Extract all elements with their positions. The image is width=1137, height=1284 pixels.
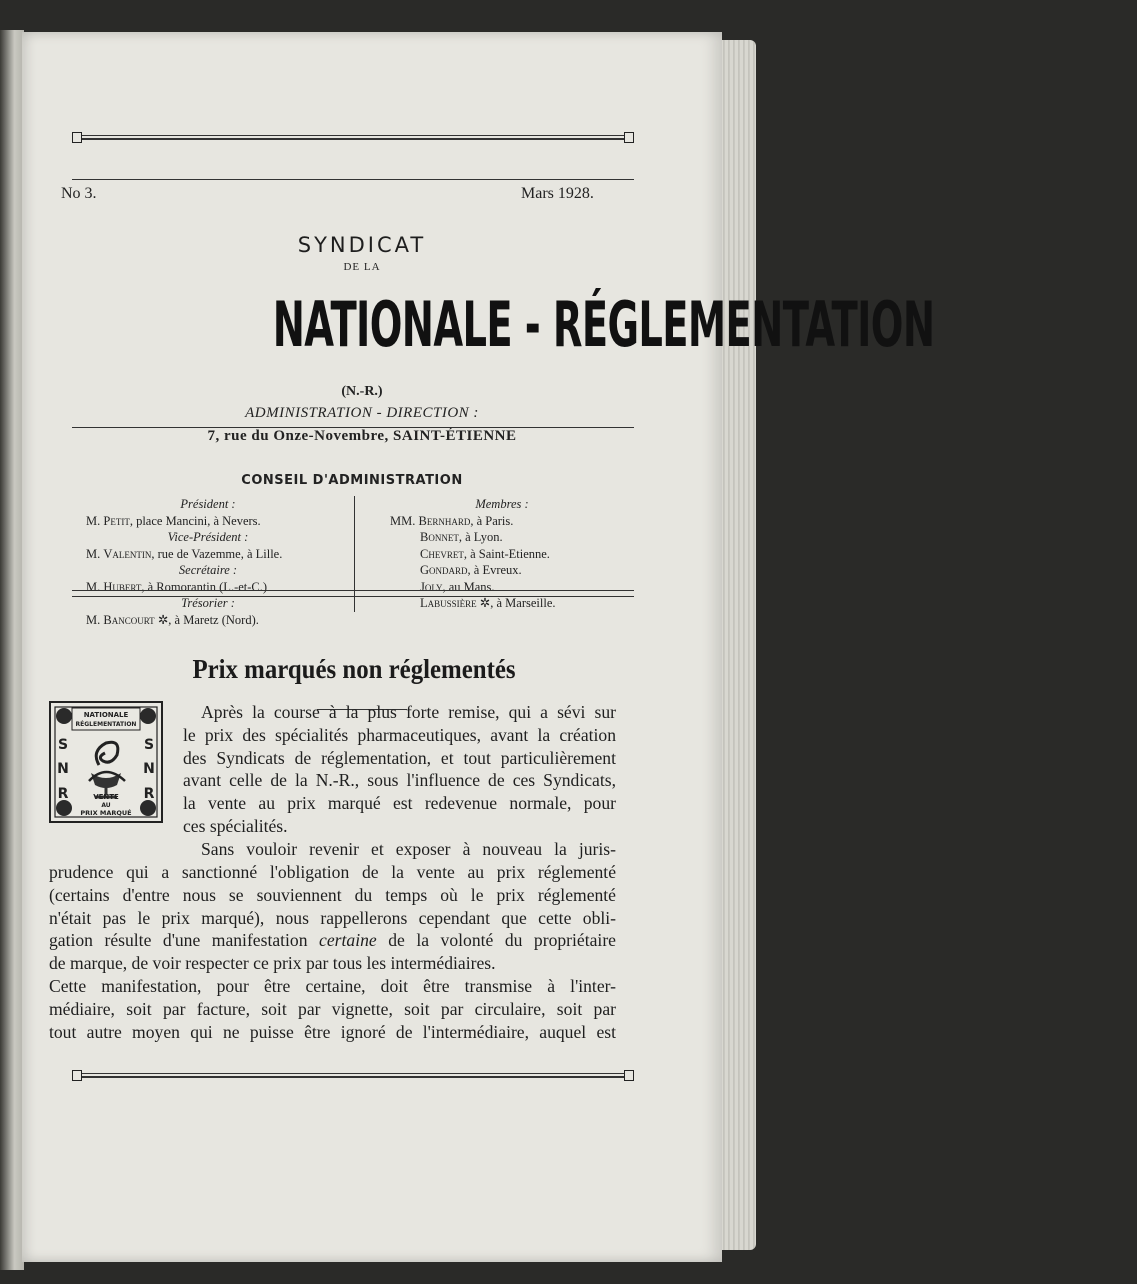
member-entry: Chevret, à Saint-Etienne. — [420, 546, 550, 561]
member-entry: Gondard, à Evreux. — [420, 563, 522, 577]
emblem-letter: S — [57, 737, 69, 753]
emblem-letter: N — [143, 761, 155, 777]
ornament-square — [72, 132, 82, 143]
ornament-square — [624, 1070, 634, 1081]
officer-entry: M. Petit, place Mancini, à Nevers. — [86, 513, 261, 528]
emblem-artwork — [51, 703, 161, 821]
officer-entry: M. Bancourt ✲, à Maretz (Nord). — [86, 612, 259, 627]
role-label: Secrétaire : — [178, 563, 238, 577]
text-line: Sans vouloir revenir et exposer à nouveau la juris- — [201, 838, 616, 859]
emblem-letter: S — [143, 737, 155, 753]
emblem-letter: R — [57, 786, 69, 802]
conseil-heading: CONSEIL D'ADMINISTRATION — [241, 473, 463, 488]
bottom-ornament-rule — [72, 1072, 634, 1080]
address: 7, rue du Onze-Novembre, SAINT-ÉTIENNE — [207, 428, 517, 444]
document-page — [22, 32, 935, 1262]
emblem-letter: N — [57, 761, 69, 777]
administration-label: ADMINISTRATION - DIRECTION : — [245, 405, 479, 421]
text-line: la vente au prix marqué est redevenue normale, pour — [183, 793, 616, 814]
text-line: (certains d'entre nous se souviennent du temps où le prix réglementé — [49, 884, 616, 905]
text-line: tout autre moyen qui ne puisse être ignoré de l'intermédiaire, auquel est — [49, 1021, 616, 1042]
member-entry: Bonnet, à Lyon. — [420, 530, 503, 544]
masthead-abbreviation: (N.-R.) — [341, 384, 383, 399]
issue-number: No 3. — [61, 185, 97, 202]
role-label: Vice-Président : — [167, 530, 249, 544]
top-ornament-rule — [72, 134, 634, 142]
article-body-full — [49, 861, 616, 1043]
role-label: Membres : — [475, 497, 529, 511]
role-label: Président : — [180, 497, 236, 511]
text-line: médiaire, soit par facture, soit par vignette, soit par circulaire, soit par — [49, 998, 616, 1019]
officer-entry: M. Hubert, à Romorantin (L.-et-C.) — [86, 579, 268, 594]
board-officers — [74, 496, 342, 628]
text-line: avant celle de la N.-R., sous l'influence de ces Syndicats, — [183, 770, 616, 791]
text-line: prudence qui a sanctionné l'obligation de la vente au prix réglementé — [49, 862, 616, 882]
emblem-bottom-text-3: PRIX MARQUÉ — [80, 809, 132, 817]
role-label: Trésorier : — [181, 596, 235, 610]
text-line: gation résulte d'une manifestation certaine de la volonté du propriétaire — [49, 930, 616, 951]
member-entry: Labussière ✲, à Marseille. — [420, 596, 556, 610]
book-left-edge — [0, 30, 24, 1270]
text-line: des Syndicats de réglementation, et tout particulièrement — [183, 747, 616, 768]
emblem-bottom-text-2: AU — [101, 802, 111, 809]
officer-entry: M. Valentin, rue de Vazemme, à Lille. — [86, 546, 283, 561]
issue-date: Mars 1928. — [521, 185, 594, 202]
ornament-square — [624, 132, 634, 143]
emblem-top-text-2: RÉGLEMENTATION — [75, 721, 137, 728]
masthead-title — [70, 275, 935, 375]
nr-emblem — [49, 701, 163, 823]
emblem-letter: R — [143, 786, 155, 802]
masthead-de-la: DE LA — [343, 261, 381, 273]
member-entry: Joly, au Mans. — [420, 579, 495, 594]
text-line: de marque, de voir respecter ce prix par tous les intermédiaires. — [49, 953, 496, 974]
masthead-rule — [72, 427, 634, 428]
text-line: ces spécialités. — [183, 815, 288, 836]
article-title: Prix marqués non réglementés — [192, 654, 516, 684]
emphasis-certaine: certaine — [319, 930, 377, 951]
article-body-wrap — [183, 701, 616, 861]
emblem-top-text: NATIONALE — [83, 711, 129, 719]
member-entry: MM. Bernhard, à Paris. — [390, 513, 514, 528]
masthead-syndicat: SYNDICAT — [297, 233, 427, 257]
text-line: Après la course à la plus forte remise, qui a sévi sur — [201, 702, 616, 722]
ornament-square — [72, 1070, 82, 1081]
conseil-double-rule — [72, 590, 634, 597]
header-rule — [72, 179, 634, 180]
text-line: n'était pas le prix marqué), nous rappellerons cependant que cette obli- — [49, 907, 616, 928]
serpent-cup-icon — [89, 742, 125, 797]
emblem-bottom-text: VENTE — [93, 793, 119, 801]
text-line: le prix des spécialités pharmaceutiques, avant la création — [183, 724, 616, 745]
text-line: Cette manifestation, pour être certaine, doit être transmise à l'inter- — [49, 975, 616, 996]
masthead-title-text: NATIONALE - RÉGLEMENTATION — [272, 288, 935, 361]
